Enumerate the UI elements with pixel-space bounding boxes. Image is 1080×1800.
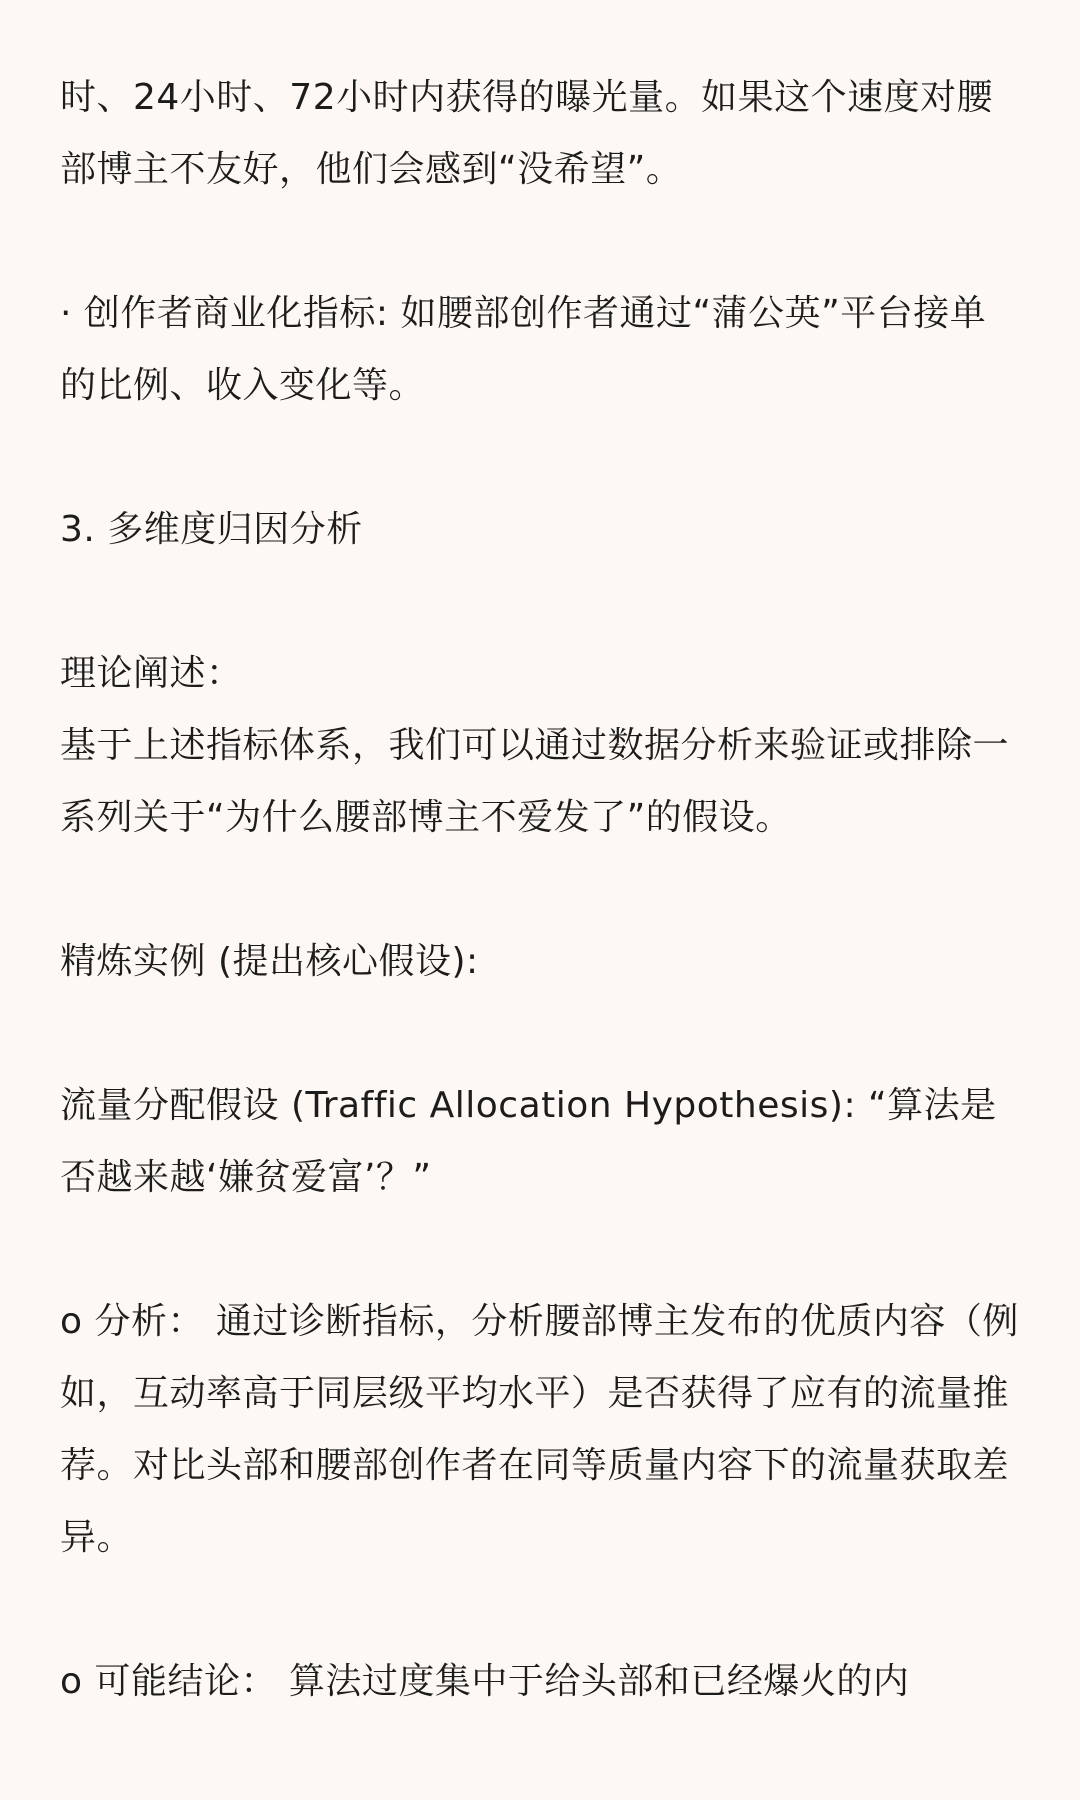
paragraph-conclusion: o 可能结论： 算法过度集中于给头部和已经爆火的内 [60,1661,910,1702]
example-label: 精炼实例 (提出核心假设): [60,941,479,982]
paragraph-exposure-speed: 时、24小时、72小时内获得的曝光量。如果这个速度对腰部博主不友好，他们会感到“没希望”。 [60,77,994,190]
article-body [60,62,1020,1718]
section-heading-attribution: 3. 多维度归因分析 [60,509,363,550]
paragraph-theory: 基于上述指标体系，我们可以通过数据分析来验证或排除一系列关于“为什么腰部博主不爱发了”的假设。 [60,725,1010,838]
paragraph-analysis: o 分析： 通过诊断指标，分析腰部博主发布的优质内容（例如，互动率高于同层级平均水平）是否获得了应有的流量推荐。对比头部和腰部创作者在同等质量内容下的流量获取差异。 [60,1301,1019,1558]
theory-label: 理论阐述： [60,653,243,694]
paragraph-traffic-hypothesis: 流量分配假设 (Traffic Allocation Hypothesis): “算法是否越来越‘嫌贫爱富’？” [60,1085,997,1198]
paragraph-commercial-metrics: · 创作者商业化指标: 如腰部创作者通过“蒲公英”平台接单的比例、收入变化等。 [60,293,987,406]
